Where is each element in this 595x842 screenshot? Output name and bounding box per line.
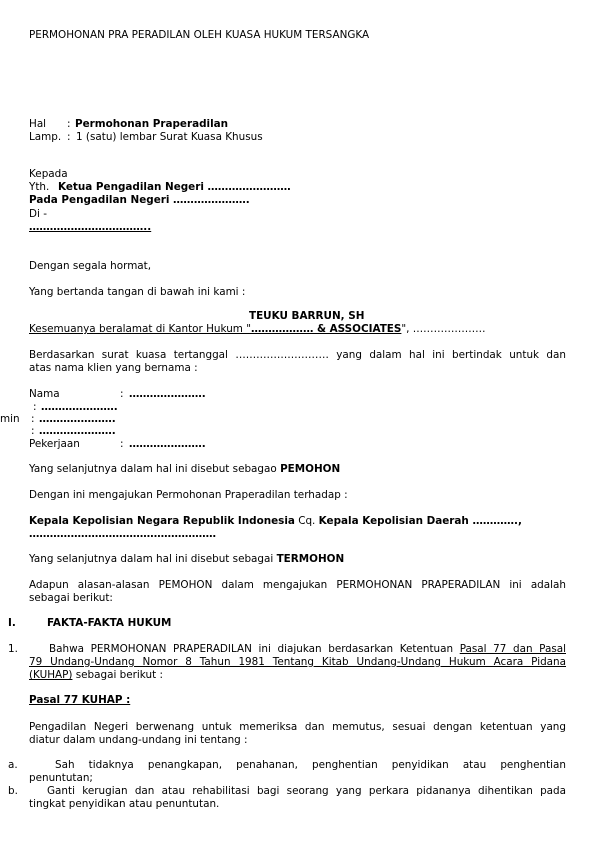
item1-article-ref: Pasal 77 dan Pasal [459,643,566,655]
power-of-attorney-line1: Berdasarkan surat kuasa tertanggal ……………………… yang dalam hal ini bertindak untuk dan [29,349,566,361]
respondent-cq: Cq. [294,515,319,527]
point-a-line2: penuntutan; [29,772,93,784]
point-b-text: Ganti kerugian dan atau rehabilitasi bagi seorang yang perkara pidananya dihentikan pada [47,785,566,797]
respondent-regional-police: Kepala Kepolisian Daerah …………., [318,515,522,527]
attachment-label: Lamp. [29,131,62,143]
section-title: FAKTA-FAKTA HUKUM [47,617,172,629]
client-job-value: …………………. [129,438,206,450]
termohon-text: Yang selanjutnya dalam hal ini disebut sebagai [29,553,277,565]
office-address-prefix: Kesemuanya beralamat di Kantor Hukum " [29,323,251,335]
article-body-line2: diatur dalam undang-undang ini tentang : [29,734,248,746]
client-name-value: …………………. [129,388,206,400]
article-heading: Pasal 77 KUHAP : [29,694,131,706]
item1-kuhap-ref: (KUHAP) [29,669,73,681]
intro-text: Yang bertanda tangan di bawah ini kami : [29,286,246,298]
termohon-line [29,553,344,566]
client-field-2-colon: : [33,401,37,413]
petition-against-text: Dengan ini mengajukan Permohonan Praperadilan terhadap : [29,489,348,501]
addressee-kepada: Kepada [29,168,68,180]
item1-text: Bahwa PERMOHONAN PRAPERADILAN ini diajukan berdasarkan Ketentuan [49,643,460,655]
office-address-suffix: ", ………………… [401,323,486,335]
respondent-line [29,515,522,528]
greeting: Dengan segala hormat, [29,260,152,272]
article-body-line1: Pengadilan Negeri berwenang untuk memeriksa dan memutus, sesuai dengan ketentuan yang [29,721,566,733]
addressee-di: Di - [29,208,47,220]
office-firm: ……………… & ASSOCIATES [250,323,402,335]
client-name-label: Nama [29,388,60,400]
reasons-line1: Adapun alasan-alasan PEMOHON dalam mengajukan PERMOHONAN PRAPERADILAN ini adalah [29,579,566,591]
point-a-label: a. [8,759,18,771]
point-b-line2: tingkat penyidikan atau penuntutan. [29,798,220,810]
respondent-continuation: ……………………………………………… [29,528,217,540]
client-field-3-value: …………………. [39,413,116,425]
addressee-yth: Yth. [29,181,50,193]
reasons-line2: sebagai berikut: [29,592,113,604]
client-job-colon: : [120,438,124,450]
addressee-location: …………………………….. [29,221,152,233]
section-numeral: I. [8,617,16,629]
office-address [29,323,486,336]
client-field-3-label: min [0,413,20,425]
power-of-attorney-line2: atas nama klien yang bernama : [29,362,198,374]
client-field-4-colon: : [31,425,35,437]
point-b-line1 [29,785,566,798]
item1-line2: 79 Undang-Undang Nomor 8 Tahun 1981 Tentang Kitab Undang-Undang Hukum Acara Pidana [29,656,566,668]
point-a-line1 [29,759,566,772]
pemohon-label: PEMOHON [280,463,341,475]
document-title: PERMOHONAN PRA PERADILAN OLEH KUASA HUKUM TERSANGKA [29,29,370,41]
addressee-line1: Ketua Pengadilan Negeri …………………… [58,181,291,193]
pemohon-text: Yang selanjutnya dalam hal ini disebut sebagao [29,463,281,475]
item1-line1 [29,643,566,656]
item1-line3 [29,669,163,682]
item-number: 1. [8,643,18,655]
subject-value: Permohonan Praperadilan [75,118,229,130]
subject-separator: : [67,118,71,130]
respondent-national-police: Kepala Kepolisian Negara Republik Indonesia [29,515,295,527]
pemohon-line [29,463,340,476]
lawyer-name: TEUKU BARRUN, SH [249,310,365,322]
client-field-3-colon: : [31,413,35,425]
item1-tail: sebagai berikut : [72,669,163,681]
attachment-separator: : [67,131,71,143]
subject-label: Hal [29,118,47,130]
client-job-label: Pekerjaan [29,438,80,450]
point-a-text: Sah tidaknya penangkapan, penahanan, penghentian penyidikan atau penghentian [55,759,566,771]
client-field-4-value: …………………. [39,425,116,437]
attachment-value: 1 (satu) lembar Surat Kuasa Khusus [76,131,263,143]
point-b-label: b. [8,785,18,797]
termohon-label: TERMOHON [276,553,345,565]
addressee-line2: Pada Pengadilan Negeri …………………. [29,194,250,206]
client-field-2-value: …………………. [41,401,118,413]
client-name-colon: : [120,388,124,400]
